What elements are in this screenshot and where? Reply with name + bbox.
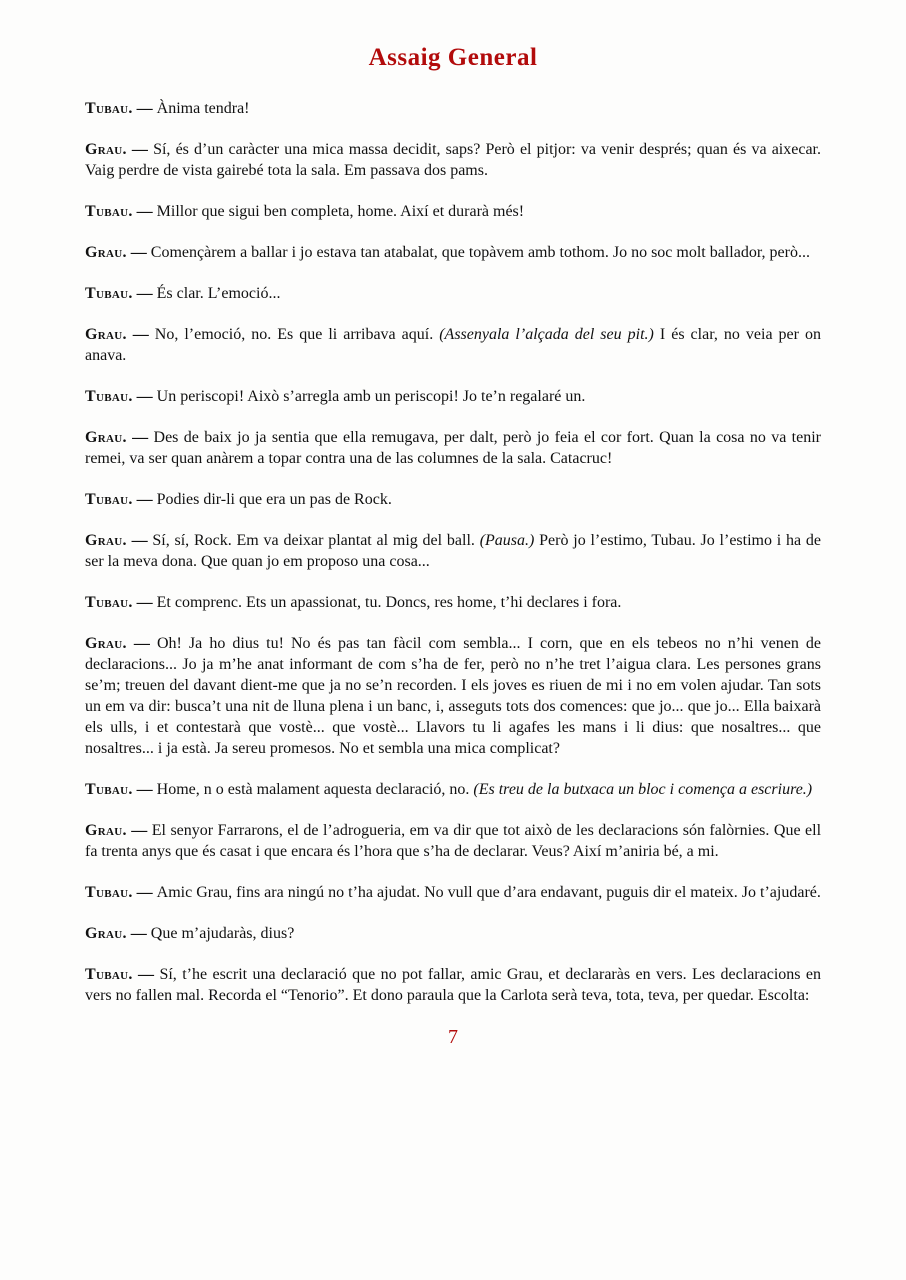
dialogue-text: Amic Grau, fins ara ningú no t’ha ajudat. No vull que d’ara endavant, puguis dir el mateix. Jo t’ajudaré. <box>156 884 821 901</box>
dialogue-text: I és clar, no veia per on anava. <box>85 326 821 364</box>
dialogue-text: El senyor Farrarons, el de l’adrogueria, em va dir que tot això de les declaracions són falòrnies. Que ell fa trenta anys que és casat i que encara és l’hora que s’ha de declarar. Veus? Així m’aniria bé, a mi. <box>85 822 822 860</box>
dialogue-line <box>85 201 821 222</box>
speaker-name: Tubau. <box>85 966 133 983</box>
speaker-dash: — <box>126 326 155 343</box>
dialogue-line <box>85 386 821 407</box>
dialogue-line <box>85 530 821 572</box>
dialogue-line <box>85 779 821 800</box>
dialogue-line <box>85 633 821 759</box>
speaker-name: Grau. <box>85 822 127 839</box>
speaker-name: Grau. <box>85 141 127 158</box>
dialogue-line <box>85 964 821 1006</box>
speaker-dash: — <box>126 141 154 158</box>
dialogue-line <box>85 923 821 944</box>
dialogue-text: Sí, t’he escrit una declaració que no pot fallar, amic Grau, et declararàs en vers. Les declaracions en vers no fallen mal. Recorda el “Tenorio”. Et dono paraula que la Carlota serà teva, tota, teva, per quedar. Escolta: <box>85 966 822 1004</box>
speaker-name: Grau. <box>85 532 127 549</box>
dialogue-text: Sí, sí, Rock. Em va deixar plantat al mig del ball. <box>152 532 480 549</box>
speaker-name: Tubau. <box>85 594 133 611</box>
dialogue-text: Millor que sigui ben completa, home. Així et durarà més! <box>156 203 525 220</box>
dialogue-text: Ànima tendra! <box>156 100 250 117</box>
stage-direction: (Es treu de la butxaca un bloc i comença a escriure.) <box>473 781 813 798</box>
dialogue-text: Però jo l’estimo, Tubau. Jo l’estimo i ha de ser la meva dona. Que quan jo em proposo una cosa... <box>85 532 822 570</box>
speaker-name: Grau. <box>85 635 127 652</box>
dialogue-text: Que m’ajudaràs, dius? <box>150 925 295 942</box>
page-title: Assaig General <box>368 44 538 71</box>
dialogue-line <box>85 139 821 181</box>
speaker-dash: — <box>132 966 160 983</box>
stage-direction: (Assenyala l’alçada del seu pit.) <box>439 326 654 343</box>
speaker-name: Grau. <box>85 429 127 446</box>
dialogue-text: Et comprenc. Ets un apassionat, tu. Doncs, res home, t’hi declares i fora. <box>156 594 622 611</box>
dialogue-line <box>85 242 821 263</box>
speaker-dash: — <box>126 429 154 446</box>
speaker-dash: — <box>126 244 151 261</box>
dialogue-text: Començàrem a ballar i jo estava tan atabalat, que topàvem amb tothom. Jo no soc molt ballador, però... <box>150 244 810 261</box>
speaker-dash: — <box>132 203 157 220</box>
dialogue-line <box>85 427 821 469</box>
dialogue-line <box>85 283 821 304</box>
dialogue-text: Oh! Ja ho dius tu! No és pas tan fàcil com sembla... I corn, que en els tebeos no n’hi venen de declaracions... Jo ja m’he anat informant de com s’ha de fer, però no n’he tret l’aigua clara. Les persones grans se’m; treuen del davant dient-me que ja no se’n recorden. I els joves es riuen de mi i no em volen ajudar. Tan sots un em va dir: busca’t una nit de lluna plena i un banc, i, asseguts tots dos comences: que jo... que jo... Ella baixarà els ulls, i et contestarà que vostè... que vostè... Llavors tu li agafes les mans i li dius: que nosaltres... que nosaltres... i ja està. Ja sereu promesos. No et sembla una mica complicat? <box>85 635 822 757</box>
speaker-dash: — <box>132 100 157 117</box>
page-number: 7 <box>448 1026 458 1048</box>
speaker-dash: — <box>126 532 153 549</box>
speaker-dash: — <box>132 594 157 611</box>
speaker-name: Grau. <box>85 244 127 261</box>
speaker-dash: — <box>132 388 157 405</box>
speaker-name: Tubau. <box>85 388 133 405</box>
speaker-dash: — <box>132 781 157 798</box>
speaker-name: Tubau. <box>85 203 133 220</box>
speaker-dash: — <box>132 491 157 508</box>
dialogue-text: Un periscopi! Això s’arregla amb un periscopi! Jo te’n regalaré un. <box>156 388 586 405</box>
dialogue-list <box>85 98 821 1006</box>
dialogue-line <box>85 820 821 862</box>
dialogue-text: Des de baix jo ja sentia que ella remugava, per dalt, però jo feia el cor fort. Quan la cosa no va tenir remei, va ser quan anàrem a topar contra una de las columnes de la sala. Catacruc! <box>85 429 822 467</box>
dialogue-text: Home, n o està malament aquesta declaració, no. <box>156 781 474 798</box>
speaker-dash: — <box>126 635 157 652</box>
dialogue-line <box>85 324 821 366</box>
speaker-name: Grau. <box>85 925 127 942</box>
dialogue-line <box>85 882 821 903</box>
dialogue-line <box>85 98 821 119</box>
speaker-name: Grau. <box>85 326 127 343</box>
speaker-name: Tubau. <box>85 491 133 508</box>
speaker-name: Tubau. <box>85 884 133 901</box>
speaker-dash: — <box>132 884 157 901</box>
speaker-dash: — <box>126 925 151 942</box>
speaker-name: Tubau. <box>85 100 133 117</box>
dialogue-line <box>85 592 821 613</box>
dialogue-text: Sí, és d’un caràcter una mica massa decidit, saps? Però el pitjor: va venir després; quan és va aixecar. Vaig perdre de vista gairebé tota la sala. Em passava dos pams. <box>85 141 821 179</box>
dialogue-text: És clar. L’emoció... <box>156 285 281 302</box>
speaker-name: Tubau. <box>85 781 133 798</box>
dialogue-text: Podies dir-li que era un pas de Rock. <box>156 491 392 508</box>
speaker-dash: — <box>126 822 152 839</box>
dialogue-text: No, l’emoció, no. Es que li arribava aquí. <box>154 326 440 343</box>
dialogue-line <box>85 489 821 510</box>
speaker-name: Tubau. <box>85 285 133 302</box>
speaker-dash: — <box>132 285 157 302</box>
stage-direction: (Pausa.) <box>479 532 535 549</box>
